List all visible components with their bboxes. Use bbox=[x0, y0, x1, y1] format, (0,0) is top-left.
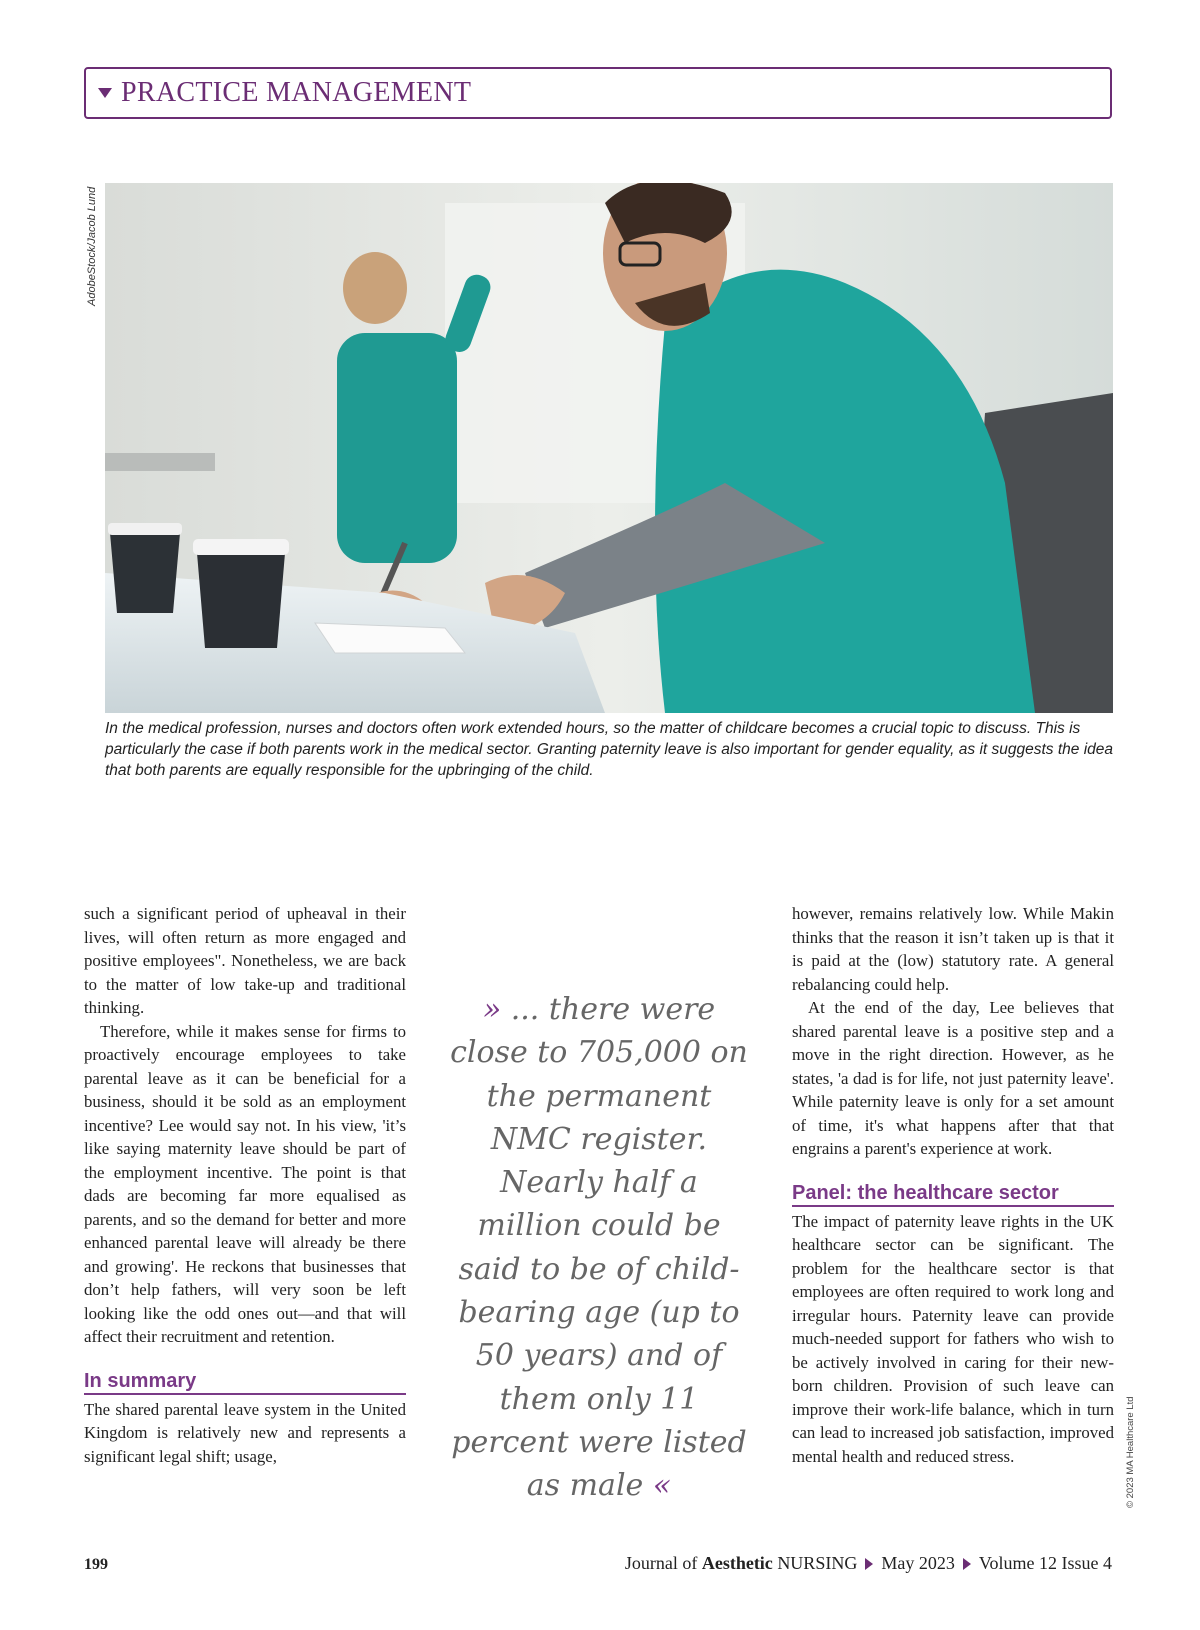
copyright-notice: © 2023 MA Healthcare Ltd bbox=[1125, 1396, 1136, 1508]
pull-quote bbox=[444, 988, 754, 1508]
paragraph: such a significant period of upheaval in their lives, will often return as more engaged and positive employees". Nonetheless, we are back to the matter of low take-up and traditional thinking. bbox=[84, 904, 406, 1017]
paragraph: Therefore, while it makes sense for firms to proactively encourage employees to take parental leave as it can be beneficial for a business, should it be sold as an employment incentive? Lee would say not. In his view, 'it’s like saying maternity leave should be part of the employment incentive. The point is that dads are becoming far more equalised as parents, and so the demand for better and more enhanced parental leave will already be there and growing'. He reckons that businesses that don’t help fathers, will very soon be left looking like the odd ones out—and that will affect their recruitment and retention. bbox=[84, 1021, 406, 1346]
paragraph: At the end of the day, Lee believes that shared parental leave is a positive step and a move in the right direction. However, as he states, 'a dad is for life, not just paternity leave'. While paternity leave is only for a set amount of time, it's what happens after that that engrains a parent's experience at work. bbox=[792, 998, 1114, 1158]
article-photo bbox=[105, 183, 1113, 713]
right-column bbox=[792, 902, 1114, 1468]
photo-illustration bbox=[105, 183, 1113, 713]
page-number: 199 bbox=[84, 1556, 108, 1573]
journal-bold: Aesthetic bbox=[701, 1553, 773, 1573]
open-quote-mark: » bbox=[482, 992, 502, 1027]
triangle-right-icon bbox=[963, 1558, 971, 1570]
photo-credit: AdobeStock/Jacob Lund bbox=[86, 186, 98, 306]
close-quote-mark: « bbox=[652, 1468, 672, 1504]
journal-prefix: Journal of bbox=[624, 1553, 698, 1573]
left-column bbox=[84, 902, 406, 1468]
section-title: PRACTICE MANAGEMENT bbox=[121, 77, 472, 108]
paragraph: however, remains relatively low. While Makin thinks that the reason it isn’t taken up is that it is paid at the (low) statutory rate. A general rebalancing could help. bbox=[792, 904, 1114, 994]
subhead-in-summary: In summary bbox=[84, 1369, 406, 1395]
journal-suffix: NURSING bbox=[777, 1553, 858, 1573]
triangle-down-icon bbox=[98, 88, 112, 98]
photo-caption: In the medical profession, nurses and doctors often work extended hours, so the matter of childcare becomes a crucial topic to discuss. This is particularly the case if both parents work in the medical sector. Granting paternity leave is also important for gender equality, as it suggests the idea that both parents are equally responsible for the upbringing of the child. bbox=[105, 720, 1114, 779]
issue-date: May 2023 bbox=[881, 1553, 955, 1573]
paragraph: The impact of paternity leave rights in the UK healthcare sector can be significant. The problem for the healthcare sector is that employees are often required to work long and irregular hours. Paternity leave can provide much-needed support for fathers who wish to be actively involved in caring for their new-born children. Provision of such leave can improve their work-life balance, which in turn can lead to increased job satisfaction, improved mental health and reduced stress. bbox=[792, 1211, 1114, 1466]
pull-quote-text: ... there were close to 705,000 on the permanent NMC register. Nearly half a million could be said to be of child-bearing age (up to 50 years) and of them only 11 percent were listed as male bbox=[450, 992, 748, 1504]
paragraph: The shared parental leave system in the United Kingdom is relatively new and represents a significant legal shift; usage, bbox=[84, 1399, 406, 1466]
journal-footer bbox=[625, 1553, 1112, 1574]
triangle-right-icon bbox=[865, 1558, 873, 1570]
subhead-panel-healthcare: Panel: the healthcare sector bbox=[792, 1181, 1114, 1207]
volume-issue: Volume 12 Issue 4 bbox=[978, 1553, 1112, 1573]
section-header bbox=[84, 67, 1112, 119]
